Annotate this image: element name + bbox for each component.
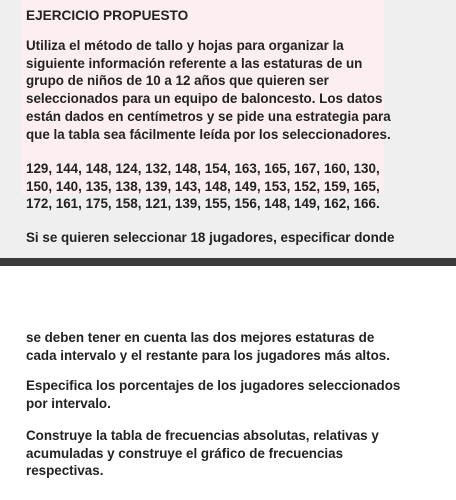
- frequency-table-task: [26, 427, 426, 480]
- instructions-line: que la tabla sea fácilmente leída por los seleccionadores.: [26, 126, 391, 142]
- page-divider: [0, 258, 456, 266]
- instructions-line: grupo de niños de 10 a 12 años que quieren ser: [26, 73, 329, 89]
- question-line: cada intervalo y el restante para los jugadores más altos.: [26, 347, 390, 363]
- instructions-line: están dados en centímetros y se pide una estrategia para: [26, 108, 391, 124]
- percentages-task: [26, 377, 426, 412]
- instructions-paragraph: [26, 37, 426, 143]
- selection-question-start: Si se quieren seleccionar 18 jugadores, especificar donde: [26, 230, 395, 245]
- task-line: acumuladas y construye el gráfico de frecuencias: [26, 445, 344, 461]
- data-line: 129, 144, 148, 124, 132, 148, 154, 163, 165, 167, 160, 130,: [26, 161, 380, 176]
- height-data: [26, 160, 426, 213]
- task-line: respectivas.: [26, 463, 104, 479]
- task-line: por intervalo.: [26, 395, 111, 411]
- instructions-line: Utiliza el método de tallo y hojas para organizar la: [26, 38, 344, 53]
- exercise-title: EJERCICIO PROPUESTO: [26, 8, 189, 23]
- question-line: se deben tener en cuenta las dos mejores estaturas de: [26, 330, 375, 345]
- instructions-line: seleccionados para un equipo de baloncesto. Los datos: [26, 91, 383, 107]
- selection-question-continued: [26, 329, 426, 364]
- data-line: 150, 140, 135, 138, 139, 143, 148, 149, 153, 152, 159, 165,: [26, 178, 380, 194]
- task-line: Construye la tabla de frecuencias absolutas, relativas y: [26, 428, 379, 443]
- instructions-line: siguiente información referente a las estaturas de un: [26, 55, 363, 71]
- data-line: 172, 161, 175, 158, 121, 139, 155, 156, 148, 149, 162, 166.: [26, 196, 380, 212]
- task-line: Especifica los porcentajes de los jugadores seleccionados: [26, 378, 401, 393]
